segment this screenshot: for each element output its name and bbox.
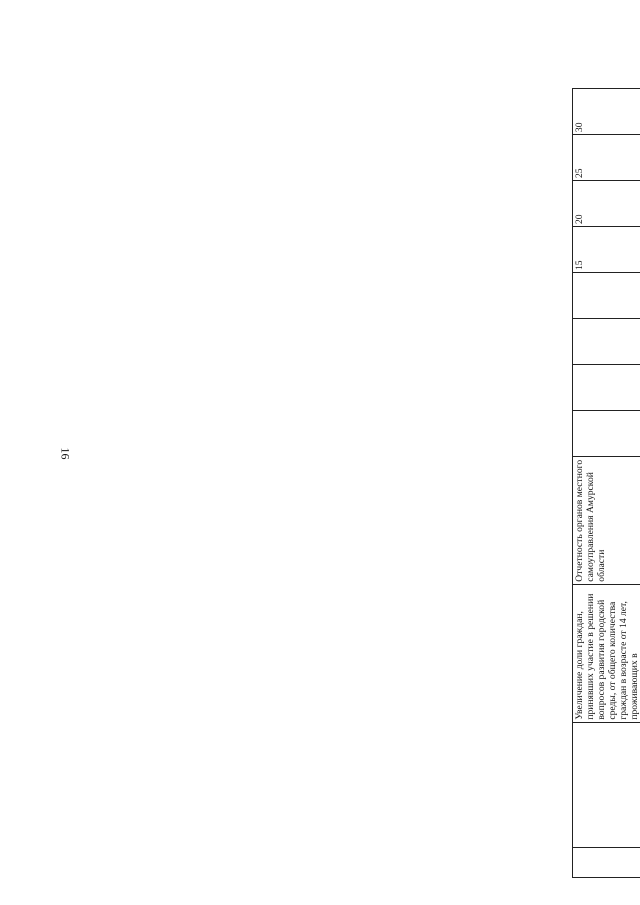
landscape-page [572,88,640,878]
value-cell [573,273,640,319]
table-row [573,89,640,878]
value-cell: 30 [573,89,640,135]
value-cell [573,319,640,365]
value-cell: 15 [573,227,640,273]
source-cell: Отчетность органов местного самоуправления Амурской области [573,456,640,584]
value-cell: 25 [573,135,640,181]
indicators-table [572,88,640,878]
value-cell [573,364,640,410]
responsible-cell [573,722,640,848]
value-cell [573,410,640,456]
empty-cell [573,848,640,878]
indicator-cell: Увеличение доли граждан, принявших участие в решении вопросов развития городской среды, от общего количества граждан в возрасте от 14 лет, проживающих в [573,584,640,722]
page-number: 16 [58,447,73,460]
value-cell: 20 [573,181,640,227]
indicators-table-body [573,89,640,878]
